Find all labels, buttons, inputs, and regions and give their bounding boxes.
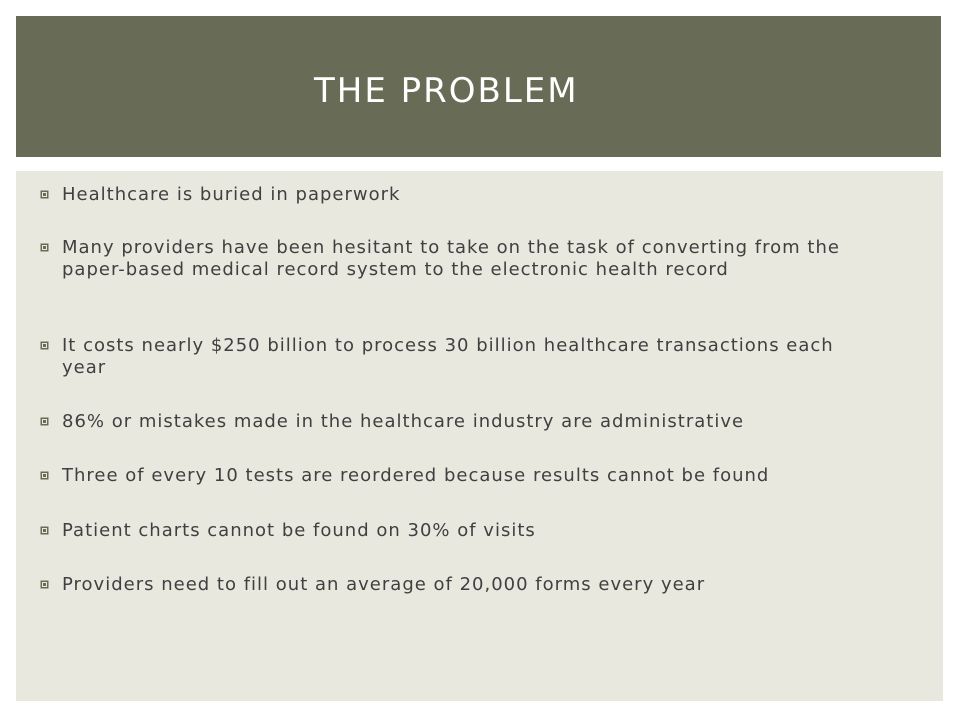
bullet-square-icon — [40, 243, 49, 252]
bullet-square-icon — [40, 190, 49, 199]
bullet-square-icon — [40, 417, 49, 426]
slide-title: THE PROBLEM — [314, 71, 579, 111]
bullet-text: Providers need to fill out an average of 20,000 forms every year — [62, 574, 706, 595]
bullet-text: It costs nearly $250 billion to process 30 billion healthcare transactions each year — [62, 335, 834, 378]
bullet-text: Patient charts cannot be found on 30% of visits — [62, 520, 536, 541]
bullet-text: Three of every 10 tests are reordered because results cannot be found — [62, 465, 770, 486]
bullet-square-icon — [40, 471, 49, 480]
bullet-item — [40, 184, 875, 206]
bullet-square-icon — [40, 341, 49, 350]
bullet-item — [40, 520, 875, 542]
bullet-text: Many providers have been hesitant to take on the task of converting from the paper-based medical record system to the electronic health record — [62, 237, 840, 280]
bullet-item — [40, 465, 875, 487]
bullet-text: 86% or mistakes made in the healthcare industry are administrative — [62, 411, 745, 432]
bullet-item — [40, 237, 875, 281]
bullet-square-icon — [40, 526, 49, 535]
bullet-item — [40, 411, 875, 433]
bullet-square-icon — [40, 580, 49, 589]
bullet-item — [40, 335, 875, 379]
bullet-item — [40, 574, 875, 596]
bullet-text: Healthcare is buried in paperwork — [62, 184, 401, 205]
